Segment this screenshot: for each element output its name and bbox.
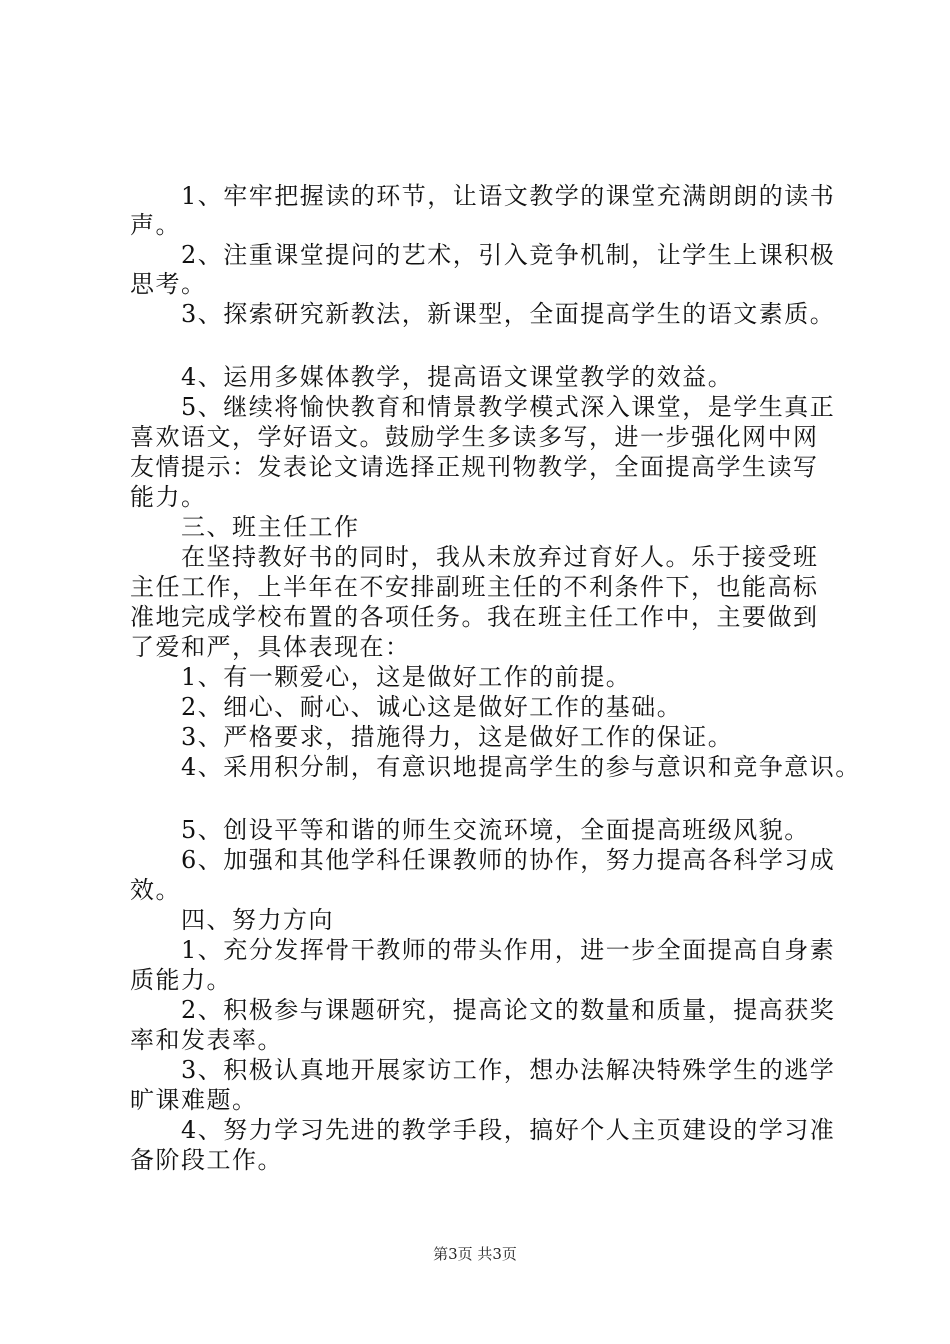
- text-line: 3、积极认真地开展家访工作，想办法解决特殊学生的逃学: [130, 1056, 836, 1084]
- text-line: 2、注重课堂提问的艺术，引入竞争机制，让学生上课积极: [130, 241, 836, 269]
- text-line: 声。: [130, 211, 181, 239]
- text-line: 效。: [130, 876, 181, 904]
- text-line: 旷课难题。: [130, 1086, 258, 1114]
- text-line: 率和发表率。: [130, 1026, 283, 1054]
- text-line: 了爱和严，具体表现在：: [130, 633, 411, 661]
- text-line: 主任工作，上半年在不安排副班主任的不利条件下，也能高标: [130, 573, 819, 601]
- text-line: 4、运用多媒体教学，提高语文课堂教学的效益。: [130, 363, 734, 391]
- text-line: 2、积极参与课题研究，提高论文的数量和质量，提高获奖: [130, 996, 836, 1024]
- text-line: 5、继续将愉快教育和情景教学模式深入课堂，是学生真正: [130, 393, 836, 421]
- text-line: 4、采用积分制，有意识地提高学生的参与意识和竞争意识。: [130, 753, 861, 781]
- page-number-footer: 第3页 共3页: [433, 1245, 517, 1263]
- text-line: 1、有一颗爱心，这是做好工作的前提。: [130, 663, 632, 691]
- text-line: 思考。: [130, 270, 207, 298]
- text-line: 3、严格要求，措施得力，这是做好工作的保证。: [130, 723, 734, 751]
- section-heading: 四、努力方向: [130, 906, 334, 934]
- text-line: 1、牢牢把握读的环节，让语文教学的课堂充满朗朗的读书: [130, 182, 836, 210]
- text-line: 准地完成学校布置的各项任务。我在班主任工作中，主要做到: [130, 603, 819, 631]
- text-line: 1、充分发挥骨干教师的带头作用，进一步全面提高自身素: [130, 936, 836, 964]
- section-heading: 三、班主任工作: [130, 513, 360, 541]
- text-line: 4、努力学习先进的教学手段，搞好个人主页建设的学习准: [130, 1116, 836, 1144]
- text-line: 2、细心、耐心、诚心这是做好工作的基础。: [130, 693, 683, 721]
- text-line: 质能力。: [130, 966, 232, 994]
- text-line: 3、探索研究新教法，新课型，全面提高学生的语文素质。: [130, 300, 836, 328]
- text-line: 能力。: [130, 483, 207, 511]
- text-line: 备阶段工作。: [130, 1146, 283, 1174]
- text-line: 喜欢语文，学好语文。鼓励学生多读多写，进一步强化网中网: [130, 423, 819, 451]
- text-line: 5、创设平等和谐的师生交流环境，全面提高班级风貌。: [130, 816, 810, 844]
- text-line: 友情提示：发表论文请选择正规刊物教学，全面提高学生读写: [130, 453, 819, 481]
- text-line: 6、加强和其他学科任课教师的协作，努力提高各科学习成: [130, 846, 836, 874]
- text-line: 在坚持教好书的同时，我从未放弃过育好人。乐于接受班: [130, 543, 819, 571]
